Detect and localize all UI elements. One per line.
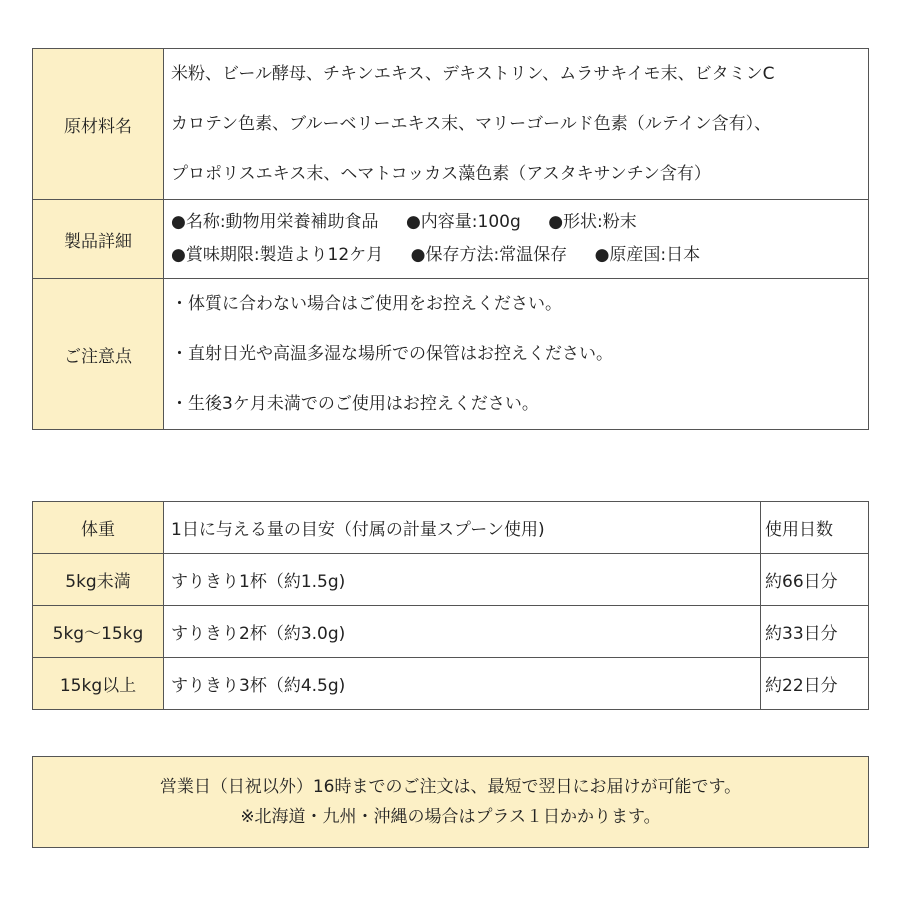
detail-item: ●保存方法:常温保存	[410, 245, 568, 265]
detail-item: ●名称:動物用栄養補助食品	[171, 212, 379, 232]
detail-item: ●形状:粉末	[548, 212, 637, 232]
table-row	[33, 606, 869, 658]
details-label: 製品詳細	[33, 200, 164, 279]
caution-line: ・直射日光や高温多湿な場所での保管はお控えください。	[171, 344, 613, 364]
caution-line: ・体質に合わない場合はご使用をお控えください。	[171, 294, 562, 314]
days-cell: 約22日分	[761, 658, 869, 710]
ingredients-label: 原材料名	[33, 49, 164, 200]
header-amount: 1日に与える量の目安（付属の計量スプーン使用)	[164, 502, 761, 554]
days-cell: 約33日分	[761, 606, 869, 658]
header-weight: 体重	[33, 502, 164, 554]
weight-cell: 5kg～15kg	[33, 606, 164, 658]
weight-cell: 15kg以上	[33, 658, 164, 710]
table-row	[33, 658, 869, 710]
details-cell	[164, 200, 869, 279]
weight-cell: 5kg未満	[33, 554, 164, 606]
cautions-cell	[164, 279, 869, 430]
caution-line: ・生後3ケ月未満でのご使用はお控えください。	[171, 394, 539, 414]
details-line-1	[171, 200, 868, 239]
ingredients-cell	[164, 49, 869, 200]
dosage-table	[32, 501, 869, 710]
ingredients-row	[33, 49, 869, 200]
header-days: 使用日数	[761, 502, 869, 554]
ingredients-line: プロポリスエキス末、ヘマトコッカス藻色素（アスタキサンチン含有）	[171, 164, 711, 184]
days-cell: 約66日分	[761, 554, 869, 606]
cautions-label: ご注意点	[33, 279, 164, 430]
notice-line-1: 営業日（日祝以外）16時までのご注文は、最短で翌日にお届けが可能です。	[159, 777, 742, 797]
cautions-row	[33, 279, 869, 430]
details-row	[33, 200, 869, 279]
amount-cell: すりきり2杯（約3.0g)	[164, 606, 761, 658]
table-row	[33, 554, 869, 606]
shipping-notice	[32, 756, 869, 848]
ingredients-line: 米粉、ビール酵母、チキンエキス、デキストリン、ムラサキイモ末、ビタミンC	[171, 64, 775, 84]
notice-cell	[33, 757, 869, 848]
details-line-2	[171, 239, 868, 278]
detail-item: ●賞味期限:製造より12ケ月	[171, 245, 384, 265]
dosage-header-row	[33, 502, 869, 554]
amount-cell: すりきり1杯（約1.5g)	[164, 554, 761, 606]
product-info-table	[32, 48, 869, 430]
detail-item: ●内容量:100g	[405, 212, 521, 232]
detail-item: ●原産国:日本	[594, 245, 701, 265]
amount-cell: すりきり3杯（約4.5g)	[164, 658, 761, 710]
ingredients-line: カロテン色素、ブルーベリーエキス末、マリーゴールド色素（ルテイン含有）、	[171, 114, 772, 134]
notice-line-2: ※北海道・九州・沖縄の場合はプラス１日かかります。	[240, 807, 661, 827]
